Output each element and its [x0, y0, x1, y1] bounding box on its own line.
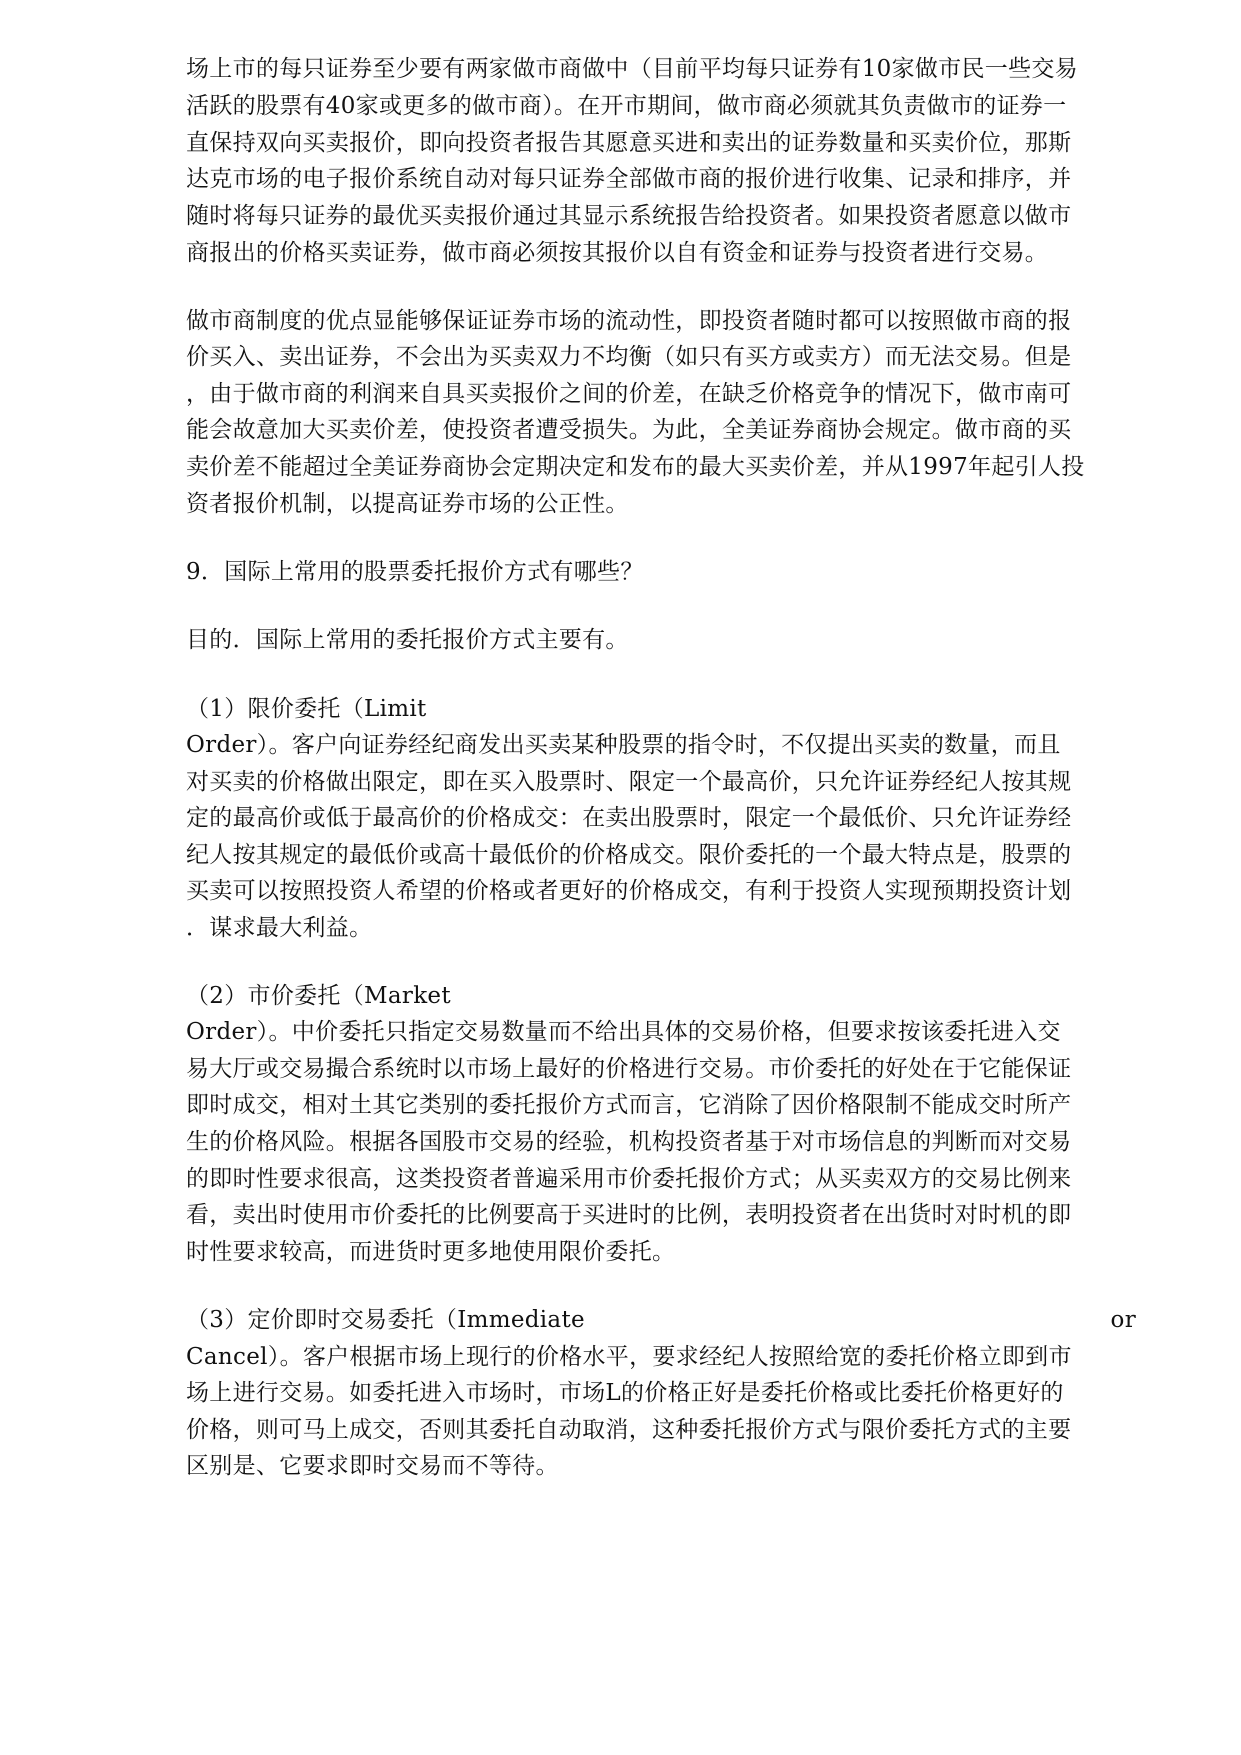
paragraph-7-line-1	[186, 1301, 1136, 1339]
paragraph-6-line-4: 即时成交，相对土其它类别的委托报价方式而言，它消除了因价格限制不能成交时所产	[186, 1092, 1072, 1118]
paragraph-1-line-6: 商报出的价格买卖证券，做市商必须按其报价以自有资金和证券与投资者进行交易。	[186, 240, 1049, 266]
paragraph-5-line-6: 买卖可以按照投资人希望的价格或者更好的价格成交，有利于投资人实现预期投资计划	[186, 878, 1072, 904]
paragraph-2-line-6: 资者报价机制，以提高证券市场的公正性。	[186, 491, 629, 517]
line-text: （3）定价即时交易委托（Immediate	[186, 1307, 585, 1333]
paragraph-7-line-4: 价格，则可马上成交，否则其委托自动取消，这种委托报价方式与限价委托方式的主要	[186, 1417, 1072, 1443]
paragraph-5-line-4: 定的最高价或低于最高价的价格成交：在卖出股票时，限定一个最低价、只允许证券经	[186, 805, 1072, 831]
paragraph-5-line-1: （1）限价委托（Limit	[186, 696, 427, 722]
paragraph-2-line-2: 价买入、卖出证券，不会出为买卖双力不均衡（如只有买方或卖方）而无法交易。但是	[186, 344, 1072, 370]
paragraph-5-line-3: 对买卖的价格做出限定，即在买入股票时、限定一个最高价，只允许证券经纪人按其规	[186, 769, 1072, 795]
paragraph-7-line-5: 区别是、它要求即时交易而不等待。	[186, 1453, 559, 1479]
paragraph-6-line-2: Order）。中价委托只指定交易数量而不给出具体的交易价格，但要求按该委托进入交	[186, 1019, 1061, 1045]
paragraph-2-line-1: 做市商制度的优点显能够保证证券市场的流动性，即投资者随时都可以按照做市商的报	[186, 308, 1072, 334]
paragraph-6-line-5: 生的价格风险。根据各国股市交易的经验，机构投资者基于对市场信息的判断而对交易	[186, 1129, 1072, 1155]
paragraph-7-line-3: 场上进行交易。如委托进入市场时，市场L的价格正好是委托价格或比委托价格更好的	[186, 1380, 1064, 1406]
paragraph-6-line-3: 易大厅或交易撮合系统时以市场上最好的价格进行交易。市价委托的好处在于它能保证	[186, 1056, 1072, 1082]
paragraph-5-line-7: ．谋求最大利益。	[186, 915, 373, 941]
paragraph-4-line-1: 目的．国际上常用的委托报价方式主要有。	[186, 627, 629, 653]
paragraph-6-line-6: 的即时性要求很高，这类投资者普遍采用市价委托报价方式；从买卖双方的交易比例来	[186, 1166, 1072, 1192]
paragraph-1-line-2: 活跃的股票有40家或更多的做市商）。在开市期间，做市商必须就其负责做市的证券一	[186, 93, 1067, 119]
paragraph-6-line-7: 看，卖出时使用市价委托的比例要高于买进时的比例，表明投资者在出货时对时机的即	[186, 1202, 1072, 1228]
paragraph-1-line-3: 直保持双向买卖报价，即向投资者报告其愿意买进和卖出的证券数量和买卖价位，那斯	[186, 130, 1072, 156]
paragraph-2-line-4: 能会故意加大买卖价差，使投资者遭受损失。为此，全美证券商协会规定。做市商的买	[186, 417, 1072, 443]
paragraph-1-line-4: 达克市场的电子报价系统自动对每只证券全部做市商的报价进行收集、记录和排序，并	[186, 166, 1072, 192]
paragraph-6-line-1: （2）市价委托（Market	[186, 983, 451, 1009]
paragraph-1-line-5: 随时将每只证券的最优买卖报价通过其显示系统报告给投资者。如果投资者愿意以做市	[186, 203, 1072, 229]
paragraph-1-line-1: 场上市的每只证券至少要有两家做市商做中（目前平均每只证券有10家做市民一些交易	[186, 56, 1078, 82]
paragraph-5-line-2: Order）。客户向证券经纪商发出买卖某种股票的指令时，不仅提出买卖的数量，而且	[186, 732, 1061, 758]
paragraph-5-line-5: 纪人按其规定的最低价或高十最低价的价格成交。限价委托的一个最大特点是，股票的	[186, 842, 1072, 868]
paragraph-6-line-8: 时性要求较高，而进货时更多地使用限价委托。	[186, 1239, 676, 1265]
paragraph-2-line-5: 卖价差不能超过全美证券商协会定期决定和发布的最大买卖价差，并从1997年起引人投	[186, 454, 1085, 480]
paragraph-3-line-1: 9．国际上常用的股票委托报价方式有哪些？	[186, 559, 644, 585]
paragraph-2-line-3: ，由于做市商的利润来自具买卖报价之间的价差，在缺乏价格竞争的情况下，做市南可	[186, 381, 1072, 407]
paragraph-7-line-2: Cancel）。客户根据市场上现行的价格水平，要求经纪人按照给宽的委托价格立即到市	[186, 1344, 1072, 1370]
line-trailing-word: or	[1110, 1307, 1136, 1333]
